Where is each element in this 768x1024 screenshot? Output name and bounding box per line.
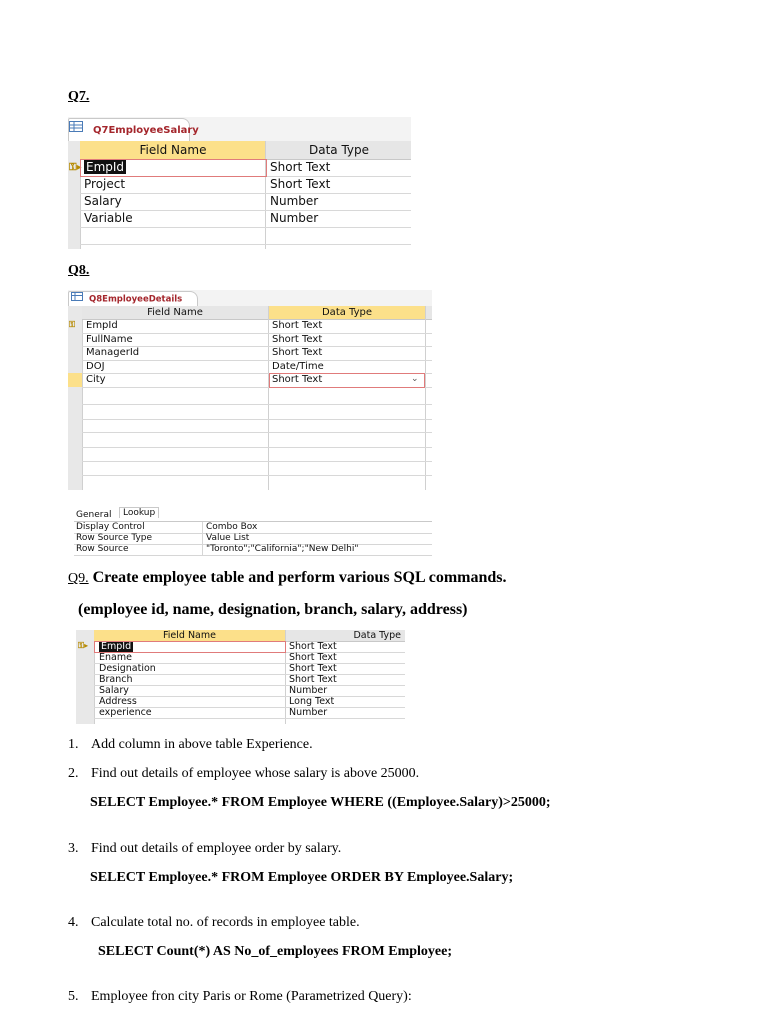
q8-tab-label: Q8EmployeeDetails [89,294,183,305]
data-type-cell[interactable]: Short Text [270,177,331,191]
field-name-cell[interactable]: DOJ [86,360,105,372]
list-number: 4. [68,915,79,930]
empty-row[interactable] [82,404,432,420]
property-name: Row Source [76,544,129,554]
q9-heading [68,569,507,587]
list-text: Find out details of employee whose salary is above 25000. [91,766,420,781]
q8-table-tab[interactable] [68,291,198,307]
q7-header [80,141,411,160]
field-name-cell[interactable]: Designation [99,663,156,674]
field-name-cell[interactable]: Ename [99,652,132,663]
data-type-cell[interactable]: Short Text [272,347,323,359]
field-properties-panel [74,506,432,556]
empty-row[interactable] [80,227,411,245]
data-type-cell[interactable]: Number [289,707,328,718]
empty-row[interactable] [82,447,432,462]
table-icon [69,119,83,141]
list-text: Add column in above table Experience. [91,737,313,752]
data-type-cell[interactable]: Long Text [289,696,335,707]
chevron-down-icon[interactable]: ⌄ [411,374,419,384]
table-row[interactable] [82,346,432,361]
q7-design-grid [68,117,411,249]
current-row-marker [68,373,83,387]
data-type-cell[interactable]: Short Text [289,652,337,663]
data-type-select[interactable] [269,373,425,388]
empty-row[interactable] [82,387,432,405]
table-row[interactable] [80,176,411,194]
q7-header-field-name[interactable]: Field Name [80,141,266,159]
list-item [68,841,342,857]
list-item [68,766,420,782]
field-name-cell[interactable]: EmpId [86,160,125,174]
q8-header-field-name[interactable]: Field Name [147,307,203,318]
table-row[interactable] [80,193,411,211]
field-name-cell[interactable]: ManagerId [86,347,140,359]
q8-header [82,306,432,320]
key-icon: ⚿ [69,320,76,329]
table-icon [71,292,83,306]
data-type-cell[interactable]: Number [270,211,319,225]
q9-label: Q9. [68,571,89,586]
q9-header-data-type[interactable]: Data Type [353,630,401,641]
q7-header-data-type[interactable]: Data Type [308,143,370,157]
q7-label: Q7. [68,89,90,104]
key-icon: ⚿▸ [69,162,82,173]
field-name-cell[interactable]: EmpId [101,641,132,652]
list-item [68,915,360,931]
property-name: Row Source Type [76,533,153,543]
q8-design-grid [68,290,432,490]
sql-statement: SELECT Employee.* FROM Employee WHERE ((Employee.Salary)>25000; [90,795,551,810]
data-type-cell[interactable]: Short Text [270,160,331,174]
q8-row-selector[interactable] [68,306,83,490]
property-name: Display Control [76,522,145,532]
empty-row[interactable] [82,419,432,434]
data-type-cell[interactable]: Date/Time [272,360,324,372]
table-row[interactable] [82,333,432,348]
q9-subtitle: (employee id, name, designation, branch, salary, address) [78,601,468,618]
sql-statement: SELECT Count(*) AS No_of_employees FROM Employee; [98,944,453,959]
table-row[interactable] [82,319,432,334]
data-type-cell[interactable]: Short Text [289,641,337,652]
table-row[interactable] [80,210,411,228]
data-type-cell[interactable]: Short Text [272,374,323,386]
list-item [68,989,412,1005]
list-number: 2. [68,766,79,781]
field-name-cell[interactable]: EmpId [86,320,118,331]
key-icon: ⚿▸ [78,641,89,650]
data-type-cell[interactable]: Short Text [272,320,323,331]
property-value[interactable]: Combo Box [206,522,258,532]
field-name-cell[interactable]: Project [84,177,126,191]
q9-header-field-name[interactable]: Field Name [94,630,285,641]
empty-row[interactable] [82,461,432,477]
field-name-cell[interactable]: City [86,374,106,386]
field-name-cell[interactable]: Branch [99,674,133,685]
field-name-cell[interactable]: Variable [84,211,133,225]
data-type-cell[interactable]: Short Text [289,674,337,685]
field-name-cell[interactable]: experience [99,707,152,718]
list-number: 1. [68,737,79,752]
list-number: 3. [68,841,79,856]
table-row[interactable] [94,707,405,719]
data-type-cell[interactable]: Short Text [272,333,323,345]
q7-tab-label: Q7EmployeeSalary [93,125,199,136]
q9-title: Create employee table and perform various SQL commands. [88,569,507,586]
q8-label: Q8. [68,263,90,278]
property-row[interactable] [74,544,432,556]
lookup-tab[interactable]: Lookup [119,507,159,518]
list-text: Find out details of employee order by salary. [91,841,342,856]
field-name-cell[interactable]: Address [99,696,137,707]
field-name-cell[interactable]: FullName [86,333,133,345]
q8-header-data-type[interactable]: Data Type [269,306,425,319]
list-text: Employee fron city Paris or Rome (Parametrized Query): [91,989,412,1004]
field-name-cell[interactable]: Salary [99,685,129,696]
field-name-cell[interactable]: Salary [84,194,122,208]
list-text: Calculate total no. of records in employee table. [91,915,360,930]
property-value[interactable]: Value List [206,533,250,543]
list-item [68,737,313,753]
list-number: 5. [68,989,79,1004]
data-type-cell[interactable]: Number [270,194,319,208]
data-type-cell[interactable]: Short Text [289,663,337,674]
selected-cell-outline [80,159,267,177]
property-value[interactable]: "Toronto";"California";"New Delhi" [206,544,359,554]
q7-table-tab[interactable] [68,118,199,142]
data-type-cell[interactable]: Number [289,685,328,696]
empty-row[interactable] [82,432,432,448]
general-tab[interactable]: General [76,510,112,520]
sql-statement: SELECT Employee.* FROM Employee ORDER BY Employee.Salary; [90,870,514,885]
q9-design-grid [76,630,405,724]
